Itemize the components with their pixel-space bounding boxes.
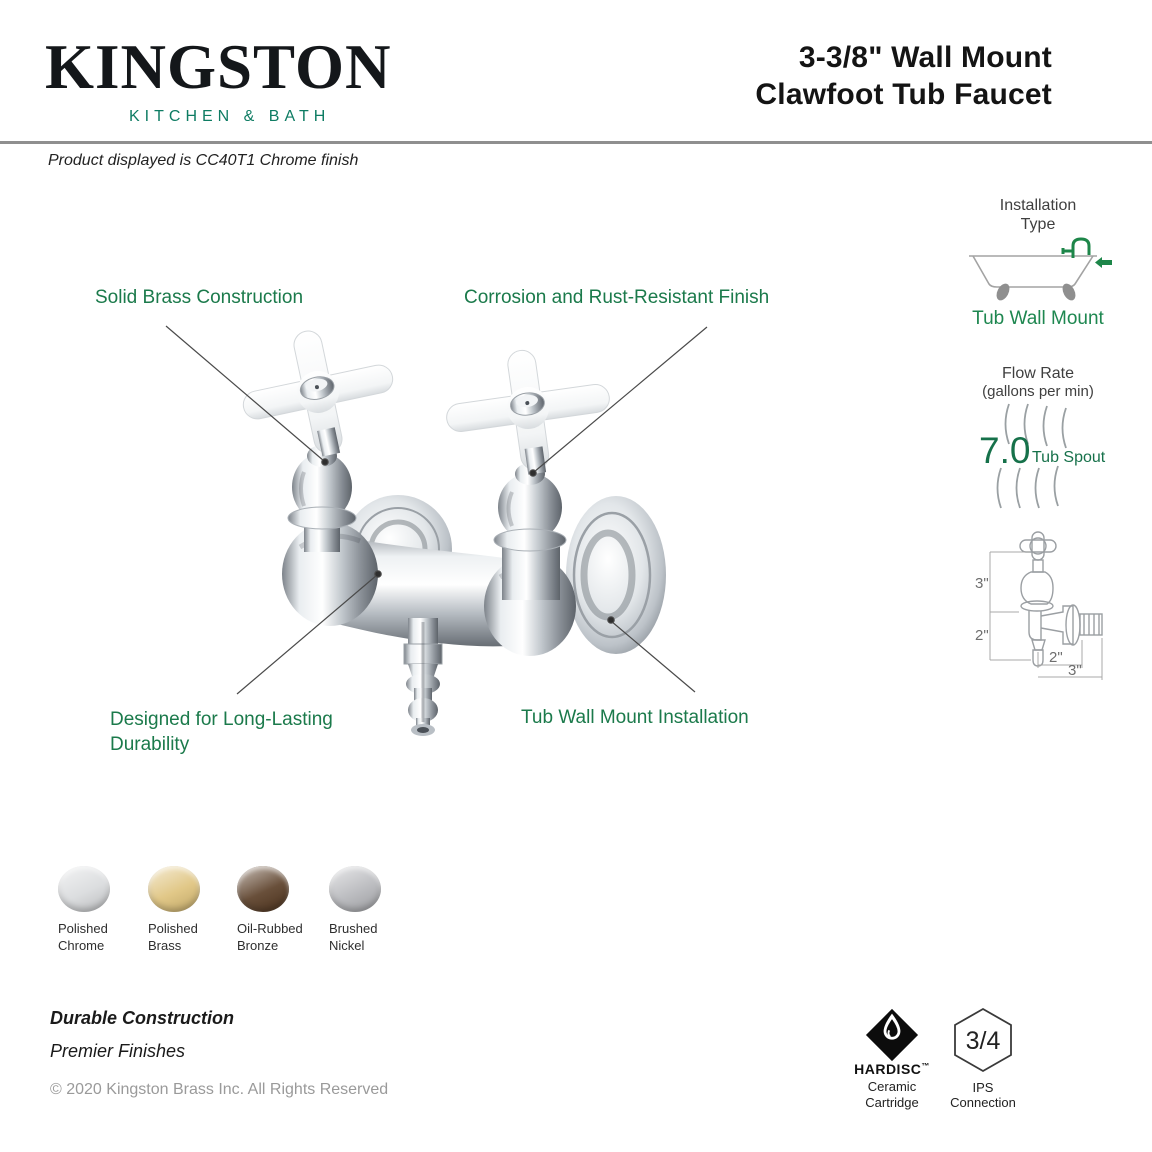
finish-swatch-polished-chrome xyxy=(58,866,110,912)
dim-label-3in-bottom: 3" xyxy=(1068,662,1082,679)
callout-corrosion: Corrosion and Rust-Resistant Finish xyxy=(464,287,770,308)
connection-label: IPS Connection xyxy=(950,1080,1016,1111)
dim-label-3in-left: 3" xyxy=(975,575,989,592)
finish-swatch-oil-rubbed-bronze xyxy=(237,866,289,912)
finish-label: Polished Chrome xyxy=(58,921,108,953)
finish-swatch-brushed-nickel xyxy=(329,866,381,912)
copyright-notice: © 2020 Kingston Brass Inc. All Rights Reserved xyxy=(50,1081,389,1098)
page-title-line-1: 3-3/8" Wall Mount xyxy=(798,41,1052,74)
finish-option-polished-brass xyxy=(148,866,248,955)
finish-option-oil-rubbed-bronze xyxy=(237,866,337,955)
left-arrow-icon xyxy=(1095,257,1112,268)
trademark-symbol: ™ xyxy=(921,1061,930,1071)
feature-premier-finishes: Premier Finishes xyxy=(50,1041,186,1061)
callout-durability-line-1: Designed for Long-Lasting xyxy=(110,709,333,730)
hardisc-logo: HARDISC™ xyxy=(854,1061,930,1077)
feature-durable-construction: Durable Construction xyxy=(50,1008,235,1028)
product-photo-faucet xyxy=(230,322,720,742)
right-wall-flange xyxy=(566,496,666,654)
brand-name: KINGSTON xyxy=(45,32,392,102)
finish-swatch-polished-brass xyxy=(148,866,200,912)
finish-label: Oil-Rubbed Bronze xyxy=(237,921,303,953)
left-cross-handle xyxy=(231,322,406,470)
hardisc-diamond-icon xyxy=(864,1008,920,1062)
dimension-diagram xyxy=(935,528,1150,688)
page-title xyxy=(755,40,1052,113)
right-cross-handle xyxy=(439,339,619,485)
hexagon-size-icon xyxy=(948,1006,1018,1074)
connection-size-value: 3/4 xyxy=(965,1027,1001,1055)
brand-tagline: KITCHEN & BATH xyxy=(129,108,331,125)
callout-durability xyxy=(110,708,333,757)
installation-type-value: Tub Wall Mount xyxy=(972,308,1104,329)
callout-solid-brass: Solid Brass Construction xyxy=(95,287,304,308)
finish-option-polished-chrome xyxy=(58,866,158,955)
finish-label: Polished Brass xyxy=(148,921,198,953)
flow-rate-label: Tub Spout xyxy=(1032,449,1106,466)
finish-label: Brushed Nickel xyxy=(329,921,378,953)
callout-durability-line-2: Durability xyxy=(110,733,190,755)
dim-label-2in-left: 2" xyxy=(975,627,989,644)
faucet-spout xyxy=(404,618,442,736)
wall-mount-faucet-glyph xyxy=(1063,239,1089,258)
installation-heading-line-2: Type xyxy=(1020,216,1056,234)
flow-rate-heading: Flow Rate xyxy=(1001,365,1075,382)
dimension-lines xyxy=(990,552,1102,680)
right-valve-body xyxy=(494,463,566,600)
installation-heading-line-1: Installation xyxy=(999,197,1077,214)
finish-option-brushed-nickel xyxy=(329,866,429,955)
dim-label-2in-bottom: 2" xyxy=(1049,649,1063,666)
ips-connection-badge xyxy=(938,1006,1028,1111)
cartridge-label: Ceramic Cartridge xyxy=(865,1079,919,1110)
product-note: Product displayed is CC40T1 Chrome finish xyxy=(48,152,359,169)
flow-rate-subheading: (gallons per min) xyxy=(982,383,1094,400)
installation-type-heading xyxy=(930,196,1146,234)
flow-rate-value: 7.0 xyxy=(979,430,1031,471)
dimension-faucet-drawing xyxy=(1020,532,1102,666)
callout-wall-mount: Tub Wall Mount Installation xyxy=(521,707,749,728)
ceramic-cartridge-badge xyxy=(847,1008,937,1110)
brand-logo xyxy=(45,32,392,126)
header-divider xyxy=(0,141,1152,144)
page-title-line-2: Clawfoot Tub Faucet xyxy=(755,77,1052,111)
clawfoot-tub-icon xyxy=(963,236,1113,302)
